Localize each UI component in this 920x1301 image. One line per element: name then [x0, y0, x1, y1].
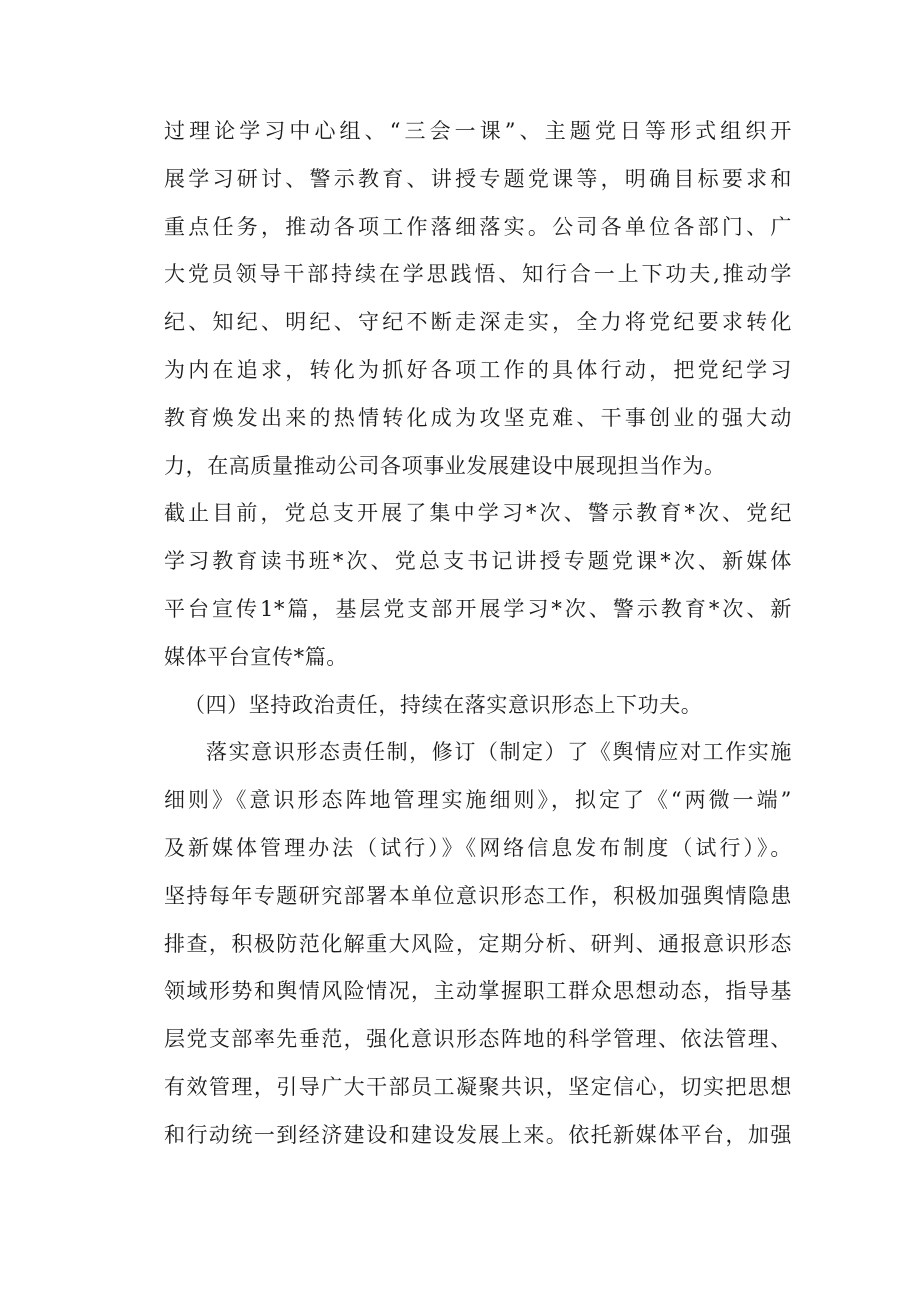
paragraph-ideology-responsibility: [164, 729, 792, 1159]
text-line: 展学习研讨、警示教育、讲授专题党课等，明确目标要求和: [164, 166, 792, 191]
text-line: 平台宣传1*篇，基层党支部开展学习*次、警示教育*次、新: [164, 596, 792, 621]
text-line: 纪、知纪、明纪、守纪不断走深走实，全力将党纪要求转化: [164, 310, 792, 335]
text-line: 层党支部率先垂范，强化意识形态阵地的科学管理、依法管理、: [164, 1027, 792, 1052]
text-line: 和行动统一到经济建设和建设发展上来。依托新媒体平台，加强: [164, 1122, 792, 1147]
text-line: 媒体平台宣传*篇。: [164, 644, 348, 669]
text-line: 截止目前，党总支开展了集中学习*次、警示教育*次、党纪: [164, 501, 792, 526]
text-line: 及新媒体管理办法（试行）》《网络信息发布制度（试行）》。: [164, 835, 792, 860]
text-line: 力，在高质量推动公司各项事业发展建设中展现担当作为。: [164, 453, 726, 478]
text-line: 大党员领导干部持续在学思践悟、知行合一上下功夫,推动学: [164, 262, 792, 287]
text-line: 为内在追求，转化为抓好各项工作的具体行动，把党纪学习: [164, 357, 792, 382]
text-line: 学习教育读书班*次、党总支书记讲授专题党课*次、新媒体: [164, 549, 792, 574]
heading-line: （四）坚持政治责任，持续在落实意识形态上下功夫。: [184, 692, 703, 717]
document-body: [164, 108, 792, 1160]
text-line: 细则》《意识形态阵地管理实施细则》，拟定了《“两微一端”: [164, 788, 792, 813]
text-line: 排查，积极防范化解重大风险，定期分析、研判、通报意识形态: [164, 931, 792, 956]
text-line: 领域形势和舆情风险情况，主动掌握职工群众思想动态，指导基: [164, 979, 792, 1004]
text-line: 过理论学习中心组、“三会一课”、主题党日等形式组织开: [164, 119, 792, 143]
section-heading-four: [164, 682, 792, 730]
text-line: 坚持每年专题研究部署本单位意识形态工作，积极加强舆情隐患: [164, 883, 792, 908]
text-line: 重点任务，推动各项工作落细落实。公司各单位各部门、广: [164, 214, 792, 239]
text-line: 有效管理，引导广大干部员工凝聚共识，坚定信心，切实把思想: [164, 1074, 792, 1099]
text-line: 教育焕发出来的热情转化成为攻坚克难、干事创业的强大动: [164, 405, 792, 430]
paragraph-study-education: [164, 108, 792, 682]
text-line: 落实意识形态责任制，修订（制定）了《舆情应对工作实施: [206, 740, 792, 765]
